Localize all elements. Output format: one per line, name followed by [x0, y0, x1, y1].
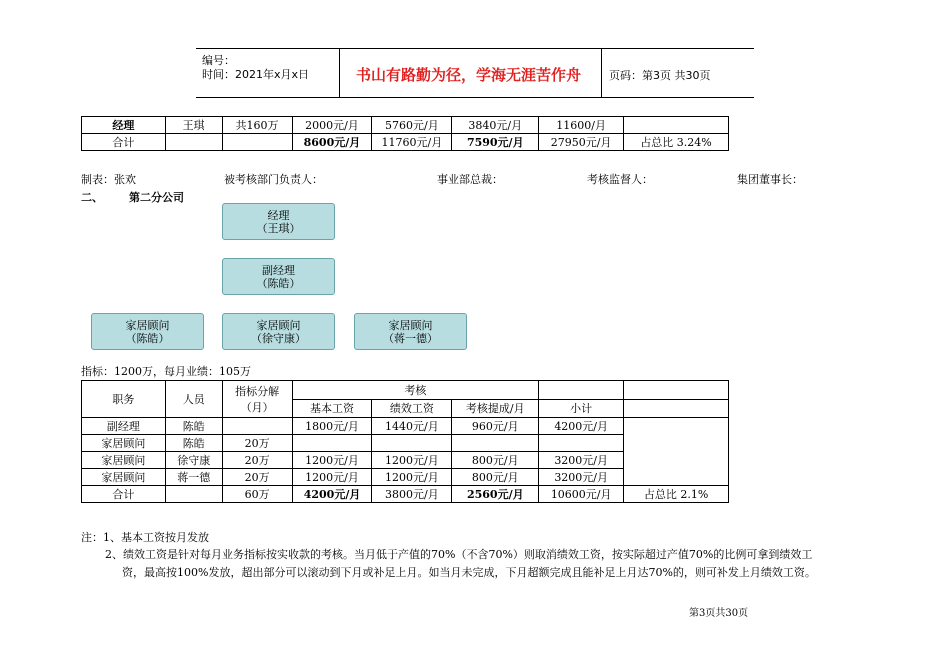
col-header-assessment: 考核 [292, 381, 539, 400]
cell: 5760元/月 [372, 117, 452, 134]
page-footer: 第3页共30页 [689, 608, 749, 619]
cell [624, 399, 729, 418]
cell: 20万 [222, 469, 292, 486]
cell: 960元/月 [452, 418, 539, 435]
note-2-line-1: 2、绩效工资是针对每月业务指标按实收款的考核。当月低于产值的70%（不含70%）则取消绩效工资，按实际超过产值70%的比例可拿到绩效工 [105, 548, 813, 561]
cell [222, 418, 292, 435]
cell: 7590元/月 [452, 134, 539, 151]
cell: 蒋一德 [165, 469, 222, 486]
org-box-deputy [222, 258, 335, 295]
section-title: 第二分公司 [129, 191, 184, 204]
org-name: （陈皓） [125, 332, 170, 345]
number-label: 编号： [202, 54, 235, 67]
cell: 20万 [222, 452, 292, 469]
cell: 徐守康 [165, 452, 222, 469]
page-label: 页码：第3页 共30页 [609, 69, 711, 82]
cell: 3200元/月 [539, 469, 624, 486]
salary-table-main [81, 380, 729, 503]
org-box-consultant [222, 313, 335, 350]
table-row [82, 117, 729, 134]
col-header-person: 人员 [165, 381, 222, 418]
cell: 800元/月 [452, 452, 539, 469]
table-header-row [82, 381, 729, 400]
cell: 经理 [82, 117, 166, 134]
cell: 1200元/月 [372, 469, 452, 486]
org-name: （徐守康） [251, 332, 306, 345]
cell: 1200元/月 [372, 452, 452, 469]
cell: 王琪 [165, 117, 222, 134]
cell: 3200元/月 [539, 452, 624, 469]
cell: 1440元/月 [372, 418, 452, 435]
cell: 家居顾问 [82, 469, 166, 486]
breakdown-unit: （月） [240, 401, 274, 414]
cell: 11600/月 [539, 117, 624, 134]
breakdown-label: 指标分解 [235, 385, 280, 398]
motto: 书山有路勤为径，学海无涯苦作舟 [356, 66, 582, 84]
org-box-consultant [91, 313, 204, 350]
cell [624, 381, 729, 400]
chairman-sign: 集团董事长： [737, 173, 803, 186]
header-divider [601, 49, 602, 97]
cell: 11760元/月 [372, 134, 452, 151]
cell: 1200元/月 [292, 452, 372, 469]
org-title: 副经理 [262, 264, 295, 277]
dept-head-sign: 被考核部门负责人： [224, 173, 323, 186]
col-header-position: 职务 [82, 381, 166, 418]
cell: 家居顾问 [82, 452, 166, 469]
cell [452, 435, 539, 452]
salary-table-top [81, 116, 729, 151]
col-header-commission: 考核提成/月 [452, 399, 539, 418]
org-box-manager [222, 203, 335, 240]
cell [539, 381, 624, 400]
table-row [82, 418, 729, 435]
cell [624, 117, 729, 134]
org-name: （蒋一德） [383, 332, 438, 345]
cell [372, 435, 452, 452]
time-label: 时间：2021年x月x日 [202, 68, 310, 81]
cell: 家居顾问 [82, 435, 166, 452]
cell: 占总比 2.1% [624, 486, 729, 503]
table-total-row [82, 486, 729, 503]
org-name: （陈皓） [256, 277, 301, 290]
org-title: 经理 [267, 209, 290, 222]
header-divider [339, 49, 340, 97]
col-header-subtotal: 小计 [539, 399, 624, 418]
note-1: 注：1、基本工资按月发放 [81, 531, 209, 544]
col-header-breakdown [222, 381, 292, 418]
cell: 副经理 [82, 418, 166, 435]
org-box-consultant [354, 313, 467, 350]
cell: 合计 [82, 134, 166, 151]
table-row [82, 134, 729, 151]
cell: 20万 [222, 435, 292, 452]
cell: 10600元/月 [539, 486, 624, 503]
cell: 27950元/月 [539, 134, 624, 151]
division-gm-sign: 事业部总裁： [437, 173, 503, 186]
cell: 4200元/月 [292, 486, 372, 503]
cell: 共160万 [222, 117, 292, 134]
cell [165, 486, 222, 503]
cell [222, 134, 292, 151]
cell: 占总比 3.24% [624, 134, 729, 151]
cell [624, 418, 729, 486]
col-header-base: 基本工资 [292, 399, 372, 418]
cell: 2560元/月 [452, 486, 539, 503]
cell [165, 134, 222, 151]
cell: 3840元/月 [452, 117, 539, 134]
cell: 4200元/月 [539, 418, 624, 435]
cell: 陈皓 [165, 418, 222, 435]
org-title: 家居顾问 [256, 319, 301, 332]
cell [292, 435, 372, 452]
cell: 1200元/月 [292, 469, 372, 486]
org-title: 家居顾问 [125, 319, 170, 332]
note-2-line-2: 资，最高按100%发放，超出部分可以滚动到下月或补足上月。如当月未完成，下月超额完成且能补足上月达70%的，则可补发上月绩效工资。 [122, 566, 816, 579]
cell: 合计 [82, 486, 166, 503]
col-header-perf: 绩效工资 [372, 399, 452, 418]
cell: 1800元/月 [292, 418, 372, 435]
cell: 2000元/月 [292, 117, 372, 134]
indicator-line: 指标：1200万，每月业绩：105万 [81, 365, 251, 378]
org-name: （王琪） [256, 222, 301, 235]
org-title: 家居顾问 [388, 319, 433, 332]
cell: 陈皓 [165, 435, 222, 452]
cell [539, 435, 624, 452]
prepared-by: 制表：张欢 [81, 173, 136, 186]
cell: 60万 [222, 486, 292, 503]
cell: 3800元/月 [372, 486, 452, 503]
cell: 8600元/月 [292, 134, 372, 151]
section-number: 二、 [81, 191, 103, 204]
supervisor-sign: 考核监督人： [587, 173, 653, 186]
cell: 800元/月 [452, 469, 539, 486]
